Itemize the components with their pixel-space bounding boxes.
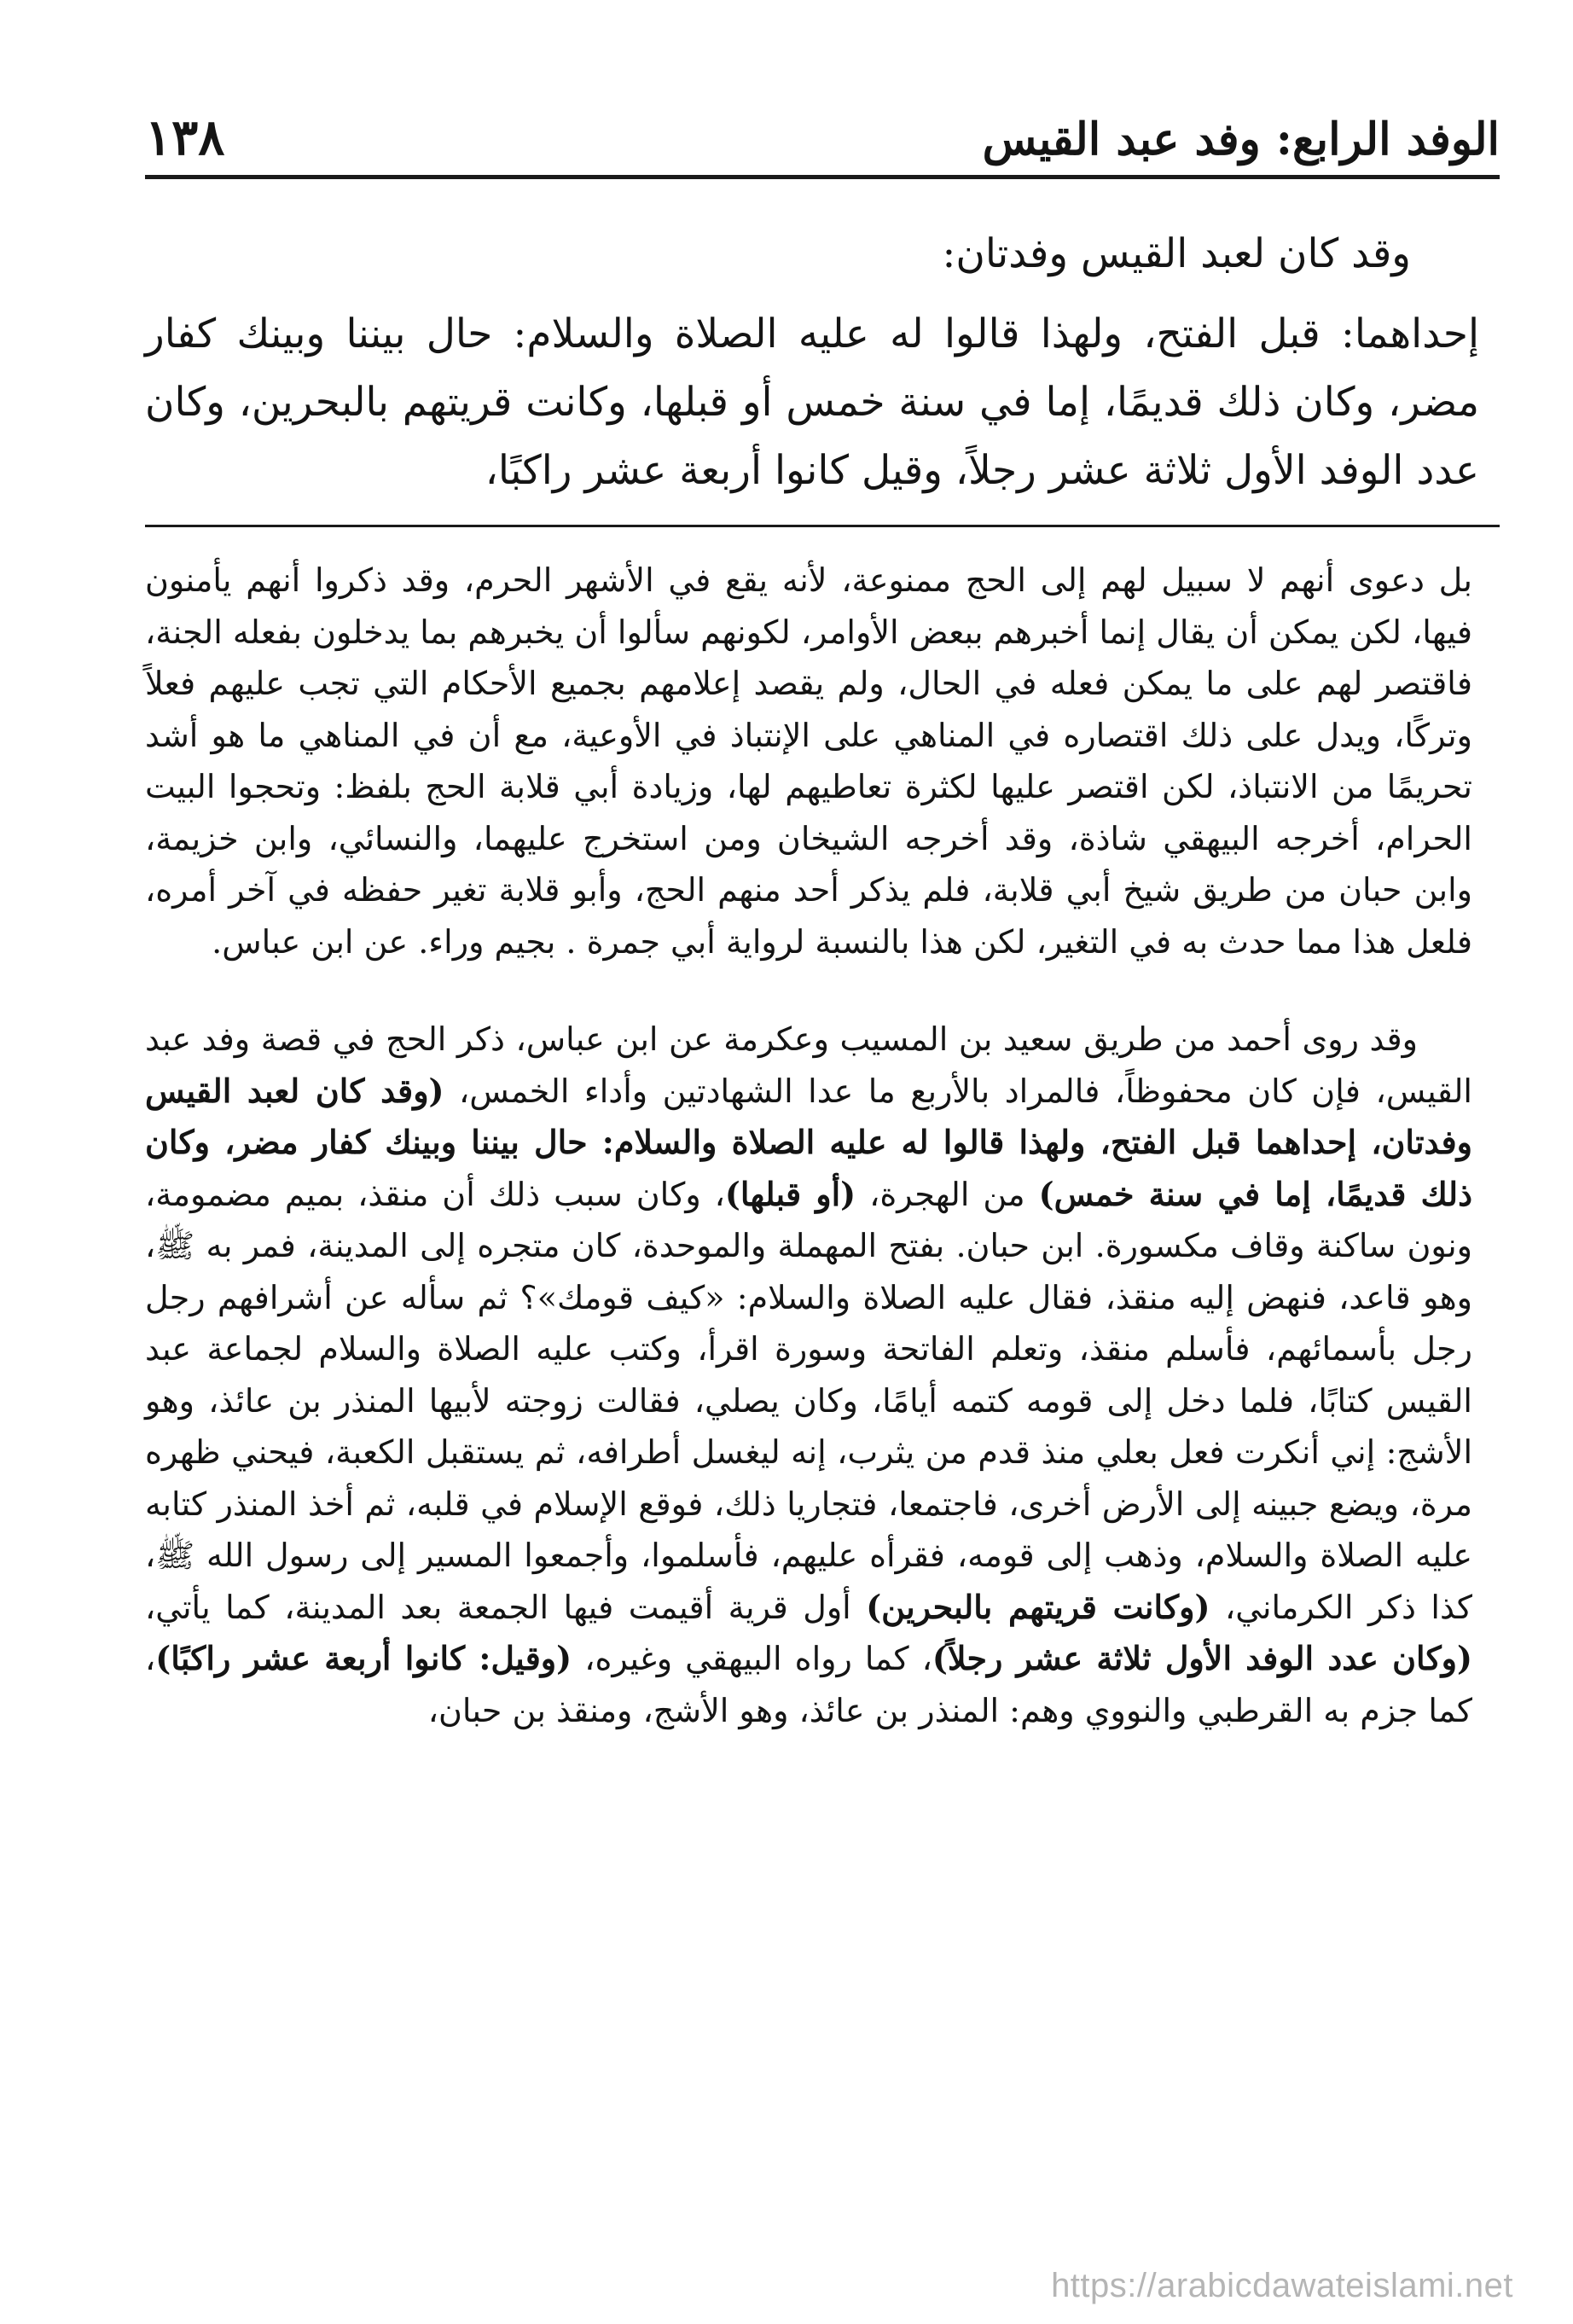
quoted-matn: (وكان عدد الوفد الأول ثلاثة عشر رجلاً) [932, 1639, 1473, 1677]
commentary-text: وقد روى أحمد من طريق سعيد بن المسيب وعكرمة عن ابن عباس، ذكر الحج في قصة وفد عبد القيس، فإن كان محفوظاً، فالمراد بالأربع ما عدا الشهادتين وأداء الخمس، [145, 1020, 1472, 1110]
commentary [145, 555, 1472, 1736]
source-watermark: https://arabicdawateislami.net [1051, 2267, 1513, 2304]
running-title: الوفد الرابع: وفد عبد القيس [982, 113, 1500, 166]
main-intro: وقد كان لعبد القيس وفدتان: [942, 230, 1411, 277]
main-text [145, 220, 1479, 505]
quoted-matn: (أو قبلها) [724, 1174, 856, 1213]
header-rule [145, 175, 1500, 179]
quoted-matn: (وكانت قريتهم بالبحرين) [866, 1587, 1210, 1626]
page-number: ١٣٨ [145, 108, 225, 166]
quoted-matn: (وقيل: كانوا أربعة عشر راكبًا) [155, 1639, 572, 1677]
section-divider [145, 525, 1500, 527]
commentary-paragraph-1: بل دعوى أنهم لا سبيل لهم إلى الحج ممنوعة، لأنه يقع في الأشهر الحرم، وقد ذكروا أنهم يأمنون فيها، لكن يمكن أن يقال إنما أخبرهم ببعض الأوامر، لكونهم سألوا أن يخبرهم بما يدخلون بفعله الجنة، فاقتصر لهم على ما يمكن فعله في الحال، ولم يقصد إعلامهم بجميع الأحكام التي تجب عليهم فعلاً وتركًا، ويدل على ذلك اقتصاره في المناهي على الإنتباذ في الأوعية، مع أن في المناهي ما هو أشد تحريمًا من الانتباذ، لكن اقتصر عليها لكثرة تعاطيهم لها، وزيادة أبي قلابة الحج بلفظ: وتحجوا البيت الحرام، أخرجه البيهقي شاذة، وقد أخرجه الشيخان ومن استخرج عليهما، والنسائي، وابن خزيمة، وابن حبان من طريق شيخ أبي قلابة، فلم يذكر أحد منهم الحج، وأبو قلابة تغير حفظه في آخر أمره، فلعل هذا مما حدث به في التغير، لكن هذا بالنسبة لرواية أبي جمرة . بجيم وراء. عن ابن عباس. [145, 561, 1472, 961]
quoted-matn: (وقد كان لعبد القيس وفدتان، إحداهما قبل الفتح، ولهذا قالوا له عليه الصلاة والسلام: حال بيننا وبينك كفار مضر، وكان ذلك قديمًا، إما في سنة خمس) [145, 1071, 1473, 1213]
page-header [145, 94, 1500, 166]
commentary-text: ، كما جزم به القرطبي والنووي وهم: المنذر بن عائذ، وهو الأشج، ومنقذ بن حبان، [145, 1640, 1472, 1729]
commentary-paragraph-2 [145, 1014, 1472, 1736]
commentary-text: من الهجرة، [856, 1175, 1039, 1213]
commentary-text: أول قرية أقيمت فيها الجمعة بعد المدينة، كما يأتي، [145, 1588, 867, 1626]
commentary-text: ، كما رواه البيهقي وغيره، [572, 1640, 932, 1677]
main-body: إحداهما: قبل الفتح، ولهذا قالوا له عليه الصلاة والسلام: حال بيننا وبينك كفار مضر، وكان ذلك قديمًا، إما في سنة خمس أو قبلها، وكانت قريتهم بالبحرين، وكان عدد الوفد الأول ثلاثة عشر رجلاً، وقيل كانوا أربعة عشر راكبًا، [145, 311, 1479, 494]
commentary-text: ، وكان سبب ذلك أن منقذ، بميم مضمومة، ونون ساكنة وقاف مكسورة. ابن حبان. بفتح المهملة والموحدة، كان متجره إلى المدينة، فمر به ﷺ، وهو قاعد، فنهض إليه منقذ، فقال عليه الصلاة والسلام: «كيف قومك»؟ ثم سأله عن أشرافهم رجل رجل بأسمائهم، فأسلم منقذ، وتعلم الفاتحة وسورة اقرأ، وكتب عليه الصلاة والسلام لجماعة عبد القيس كتابًا، فلما دخل إلى قومه كتمه أيامًا، وكان يصلي، فقالت زوجته لأبيها المنذر بن عائذ، وهو الأشج: إني أنكرت فعل بعلي منذ قدم من يثرب، إنه ليغسل أطرافه، ثم يستقبل الكعبة، فيحني ظهره مرة، ويضع جبينه إلى الأرض أخرى، فاجتمعا، فتجاريا ذلك، فوقع الإسلام في قلبه، ثم أخذ المنذر كتابه عليه الصلاة والسلام، وذهب إلى قومه، فقرأه عليهم، فأسلموا، وأجمعوا المسير إلى رسول الله ﷺ، كذا ذكر الكرماني، [145, 1175, 1472, 1626]
